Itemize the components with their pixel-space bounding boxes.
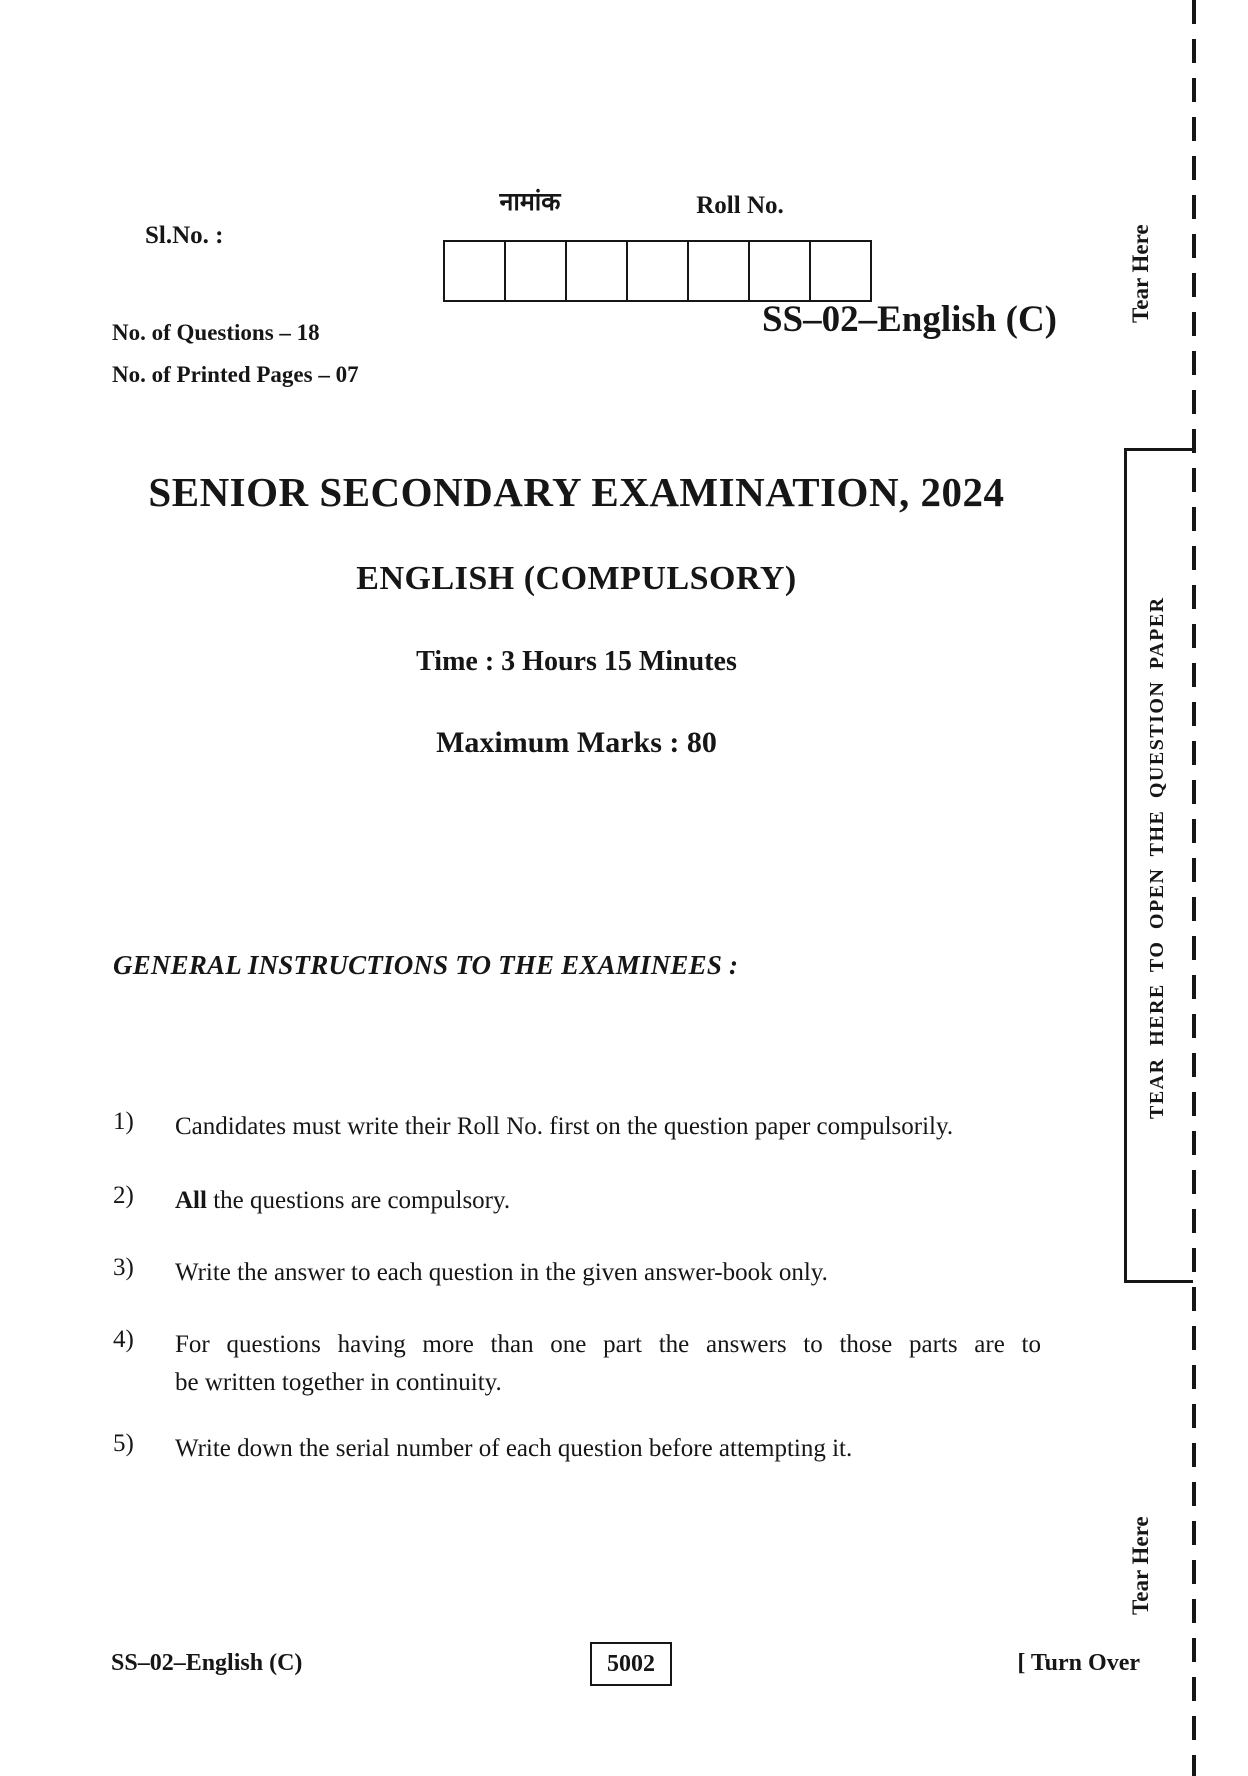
paper-code: SS–02–English (C) [761, 299, 1057, 340]
instruction-text: Candidates must write their Roll No. first on the question paper compulsorily. [175, 1113, 954, 1140]
tear-here-bottom-label: Tear Here [1128, 1516, 1153, 1616]
paper-serial-code: 5002 [607, 1650, 655, 1677]
paper-serial-code-box [590, 1642, 672, 1686]
roll-number-cell [506, 242, 567, 300]
instructions-heading: GENERAL INSTRUCTIONS TO THE EXAMINEES : [113, 950, 739, 980]
roll-number-cell [628, 242, 689, 300]
roll-number-cell [689, 242, 750, 300]
questions-count: No. of Questions – 18 [112, 320, 320, 345]
instruction-number: 2) [113, 1182, 134, 1209]
roll-number-cell [811, 242, 870, 300]
roll-number-cell [445, 242, 506, 300]
serial-number-label: Sl.No. : [145, 222, 224, 249]
instruction-number: 4) [113, 1326, 134, 1353]
roll-number-cell [567, 242, 628, 300]
instruction-number: 5) [113, 1430, 134, 1457]
time-allowed: Time : 3 Hours 15 Minutes [416, 646, 737, 677]
instruction-text-line: For questions having more than one part the answers to those parts are to [175, 1331, 1041, 1358]
roll-number-cell [750, 242, 811, 300]
instruction-text: Write down the serial number of each question before attempting it. [175, 1435, 853, 1462]
tear-strip-label: TEAR HERE TO OPEN THE QUESTION PAPER [1146, 596, 1168, 1119]
printed-pages-count: No. of Printed Pages – 07 [112, 362, 359, 387]
tear-here-top-label: Tear Here [1128, 224, 1153, 323]
instruction-text-rest: the questions are compulsory. [206, 1187, 511, 1214]
instruction-text [175, 1182, 1041, 1220]
namank-label: नामांक [499, 187, 561, 216]
instruction-text: Write the answer to each question in the given answer-book only. [175, 1259, 828, 1286]
turn-over-label: [ Turn Over [1017, 1650, 1140, 1676]
instruction-text [175, 1326, 1041, 1402]
roll-number-grid [443, 240, 872, 302]
maximum-marks: Maximum Marks : 80 [436, 726, 717, 759]
instruction-text-bold: All [175, 1187, 207, 1214]
roll-no-label: Roll No. [696, 192, 784, 219]
exam-title: SENIOR SECONDARY EXAMINATION, 2024 [148, 469, 1005, 515]
instruction-number: 3) [113, 1254, 134, 1281]
subject-title: ENGLISH (COMPULSORY) [356, 560, 797, 597]
instruction-number: 1) [113, 1108, 134, 1135]
footer-paper-code: SS–02–English (C) [111, 1650, 303, 1676]
instruction-text-line: be written together in continuity. [175, 1369, 502, 1396]
